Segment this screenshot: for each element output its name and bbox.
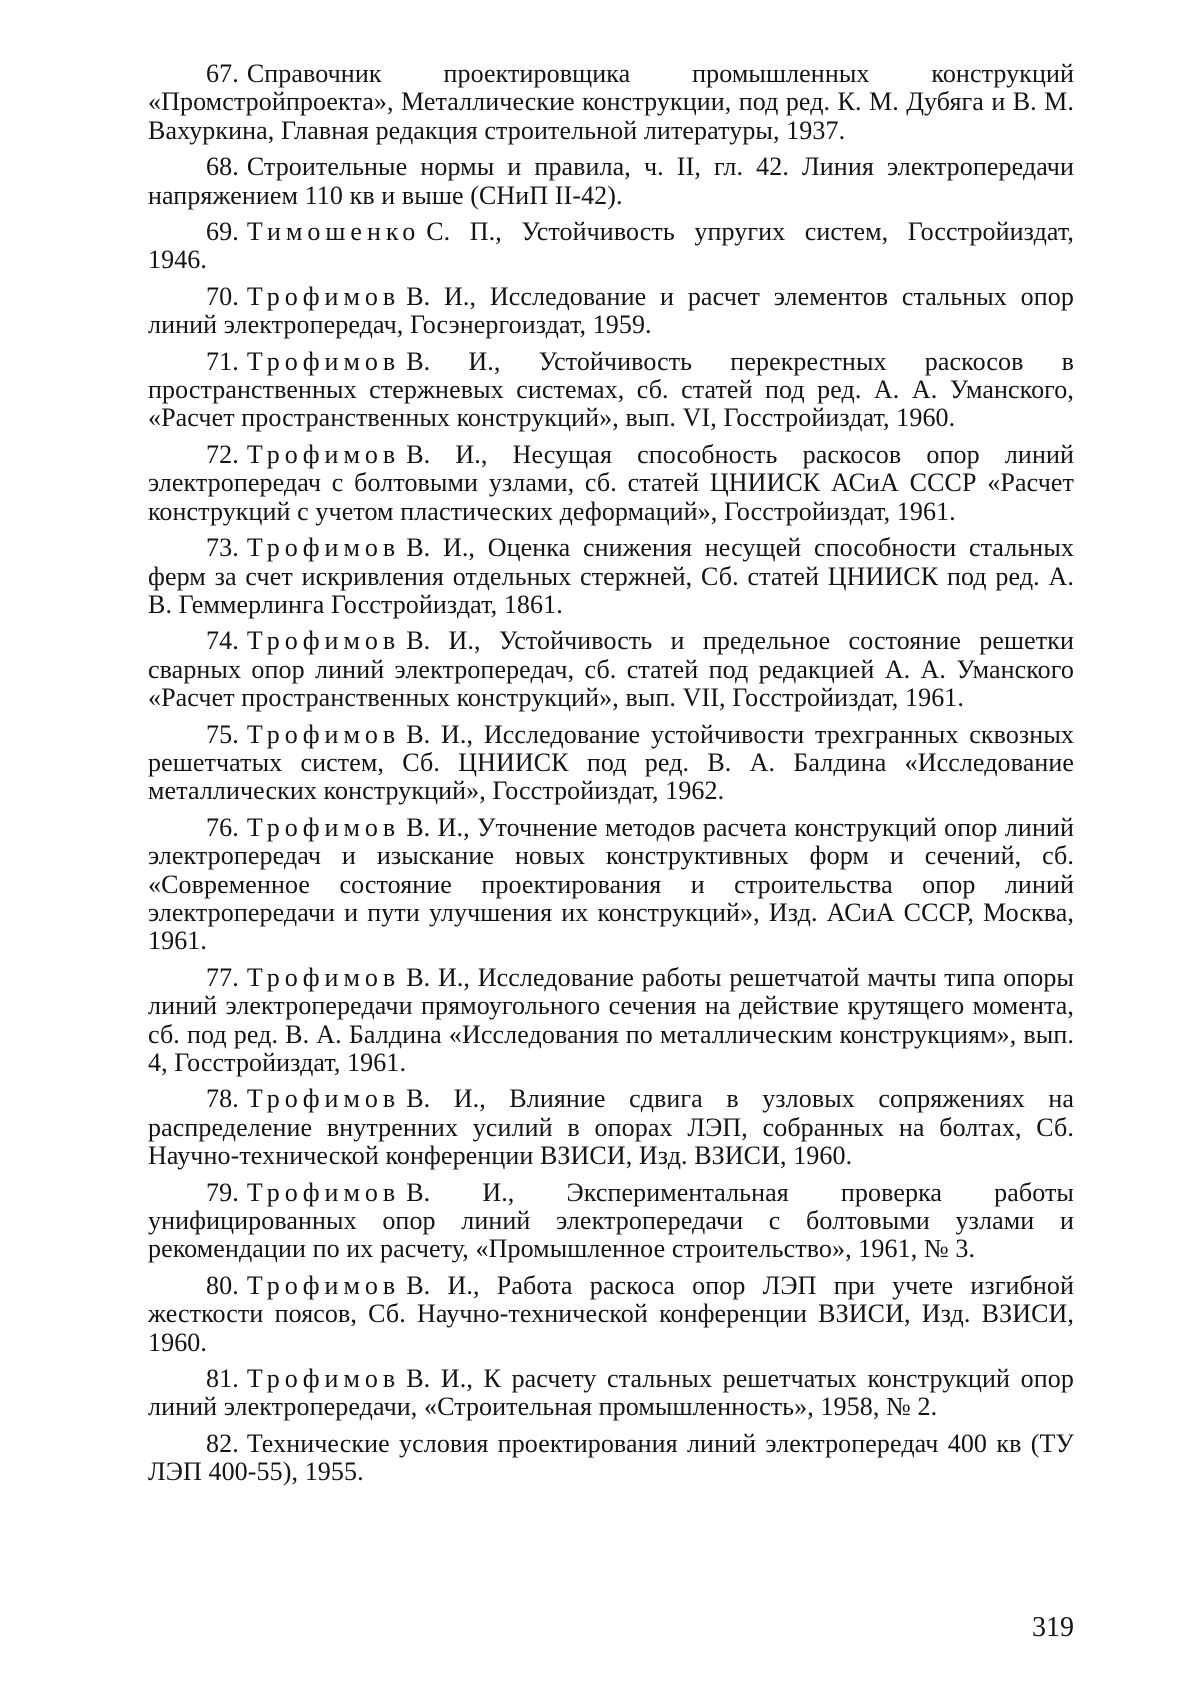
reference-text: Строительные нормы и правила, ч. II, гл. 42. Линия электропередачи напряжением 110 кв и выше (СНиП II-42).: [148, 152, 1074, 210]
reference-number: 74.: [206, 626, 239, 656]
reference-text: В. И., Устойчивость и предельное состояние решетки сварных опор линий электропередач, сб. статей под редакцией А. А. Уманского «Расчет пространственных конструкций», вып. VII, Госстройиздат, 1961.: [148, 626, 1074, 713]
reference-entry-80: [148, 1272, 1074, 1357]
reference-text: В. И., Исследование устойчивости трехгранных сквозных решетчатых систем, Сб. ЦНИИСК под ред. В. А. Балдина «Исследование металлических конструкций», Госстройиздат, 1962.: [148, 719, 1074, 806]
reference-author: Трофимов: [246, 1084, 401, 1114]
reference-number: 77.: [206, 962, 239, 992]
reference-entry-69: [148, 218, 1074, 275]
reference-entry-70: [148, 283, 1074, 340]
reference-text: В. И., Уточнение методов расчета конструкций опор линий электропередач и изыскание новых конструктивных форм и сечений, сб. «Современное состояние проектирования и строительства опор линий электропередачи и пути улучшения их конструкций», Изд. АСиА СССР, Москва, 1961.: [148, 812, 1074, 956]
reference-number: 78.: [206, 1084, 239, 1114]
reference-text: В. И., Несущая способность раскосов опор линий электропередач с болтовыми узлами, сб. статей ЦНИИСК АСиА СССР «Расчет конструкций с учетом пластических деформаций», Госстройиздат, 1961.: [148, 439, 1074, 526]
reference-number: 82.: [206, 1428, 239, 1458]
reference-text: С. П., Устойчивость упругих систем, Госстройиздат, 1946.: [148, 217, 1074, 275]
reference-author: Трофимов: [246, 281, 401, 311]
reference-number: 71.: [206, 346, 239, 376]
reference-number: 81.: [206, 1364, 239, 1394]
reference-text: В. И., Оценка снижения несущей способности стальных ферм за счет искривления отдельных стержней, Сб. статей ЦНИИСК под ред. А. В. Геммерлинга Госстройиздат, 1861.: [148, 533, 1074, 619]
reference-text: В. И., Влияние сдвига в узловых сопряжениях на распределение внутренних усилий в опорах ЛЭП, собранных на болтах, Сб. Научно-технической конференции ВЗИСИ, Изд. ВЗИСИ, 1960.: [148, 1084, 1074, 1171]
reference-author: Трофимов: [246, 719, 401, 749]
reference-entry-71: [148, 348, 1074, 433]
reference-number: 67.: [206, 59, 239, 88]
reference-number: 80.: [206, 1270, 239, 1300]
reference-text: В. И., Экспериментальная проверка работы унифицированных опор линий электропередачи с болтовыми узлами и рекомендации по их расчету, «Промышленное строительство», 1961, № 3.: [148, 1177, 1074, 1264]
reference-entry-74: [148, 627, 1074, 712]
reference-text: В. И., Исследование работы решетчатой мачты типа опоры линий электропередачи прямоугольного сечения на действие крутящего момента, сб. под ред. В. А. Балдина «Исследования по металлическим конструкциям», вып. 4, Госстройиздат, 1961.: [148, 962, 1074, 1077]
reference-text: Справочник проектировщика промышленных конструкций «Промстройпроекта», Металлические конструкции, под ред. К. М. Дубяга и В. М. Вахуркина, Главная редакция строительной литературы, 1937.: [148, 59, 1074, 145]
reference-entry-72: [148, 441, 1074, 526]
reference-number: 68.: [206, 152, 239, 182]
reference-author: Трофимов: [246, 962, 401, 992]
reference-author: Трофимов: [246, 439, 401, 469]
reference-author: Трофимов: [246, 1364, 401, 1394]
reference-entry-67: [148, 60, 1074, 145]
reference-entry-77: [148, 964, 1074, 1078]
reference-author: Тимошенко: [246, 217, 421, 247]
reference-author: Трофимов: [246, 812, 401, 842]
reference-author: Трофимов: [246, 1177, 401, 1207]
reference-entry-81: [148, 1365, 1074, 1422]
reference-text: В. И., Работа раскоса опор ЛЭП при учете изгибной жесткости поясов, Сб. Научно-технической конференции ВЗИСИ, Изд. ВЗИСИ, 1960.: [148, 1270, 1074, 1357]
reference-number: 69.: [206, 217, 239, 247]
reference-number: 75.: [206, 719, 239, 749]
reference-author: Трофимов: [246, 626, 401, 656]
reference-author: Трофимов: [246, 346, 401, 376]
reference-author: Трофимов: [246, 1270, 401, 1300]
page-number: 319: [1032, 1612, 1074, 1643]
reference-entry-76: [148, 814, 1074, 956]
reference-entry-73: [148, 534, 1074, 619]
reference-number: 73.: [206, 533, 239, 563]
reference-number: 79.: [206, 1177, 239, 1207]
reference-list: [148, 60, 1074, 1487]
reference-entry-82: [148, 1430, 1074, 1487]
reference-text: Технические условия проектирования линий электропередач 400 кв (ТУ ЛЭП 400-55), 1955.: [148, 1428, 1074, 1487]
reference-text: В. И., Устойчивость перекрестных раскосов в пространственных стержневых системах, сб. статей под ред. А. А. Уманского, «Расчет пространственных конструкций», вып. VI, Госстройиздат, 1960.: [148, 346, 1074, 433]
reference-entry-78: [148, 1085, 1074, 1170]
reference-number: 76.: [206, 812, 239, 842]
reference-number: 72.: [206, 439, 239, 469]
reference-entry-68: [148, 153, 1074, 210]
reference-text: В. И., Исследование и расчет элементов стальных опор линий электропередач, Госэнергоиздат, 1959.: [148, 281, 1074, 340]
reference-text: В. И., К расчету стальных решетчатых конструкций опор линий электропередачи, «Строительная промышленность», 1958, № 2.: [148, 1364, 1074, 1422]
reference-entry-75: [148, 721, 1074, 806]
reference-entry-79: [148, 1179, 1074, 1264]
reference-author: Трофимов: [246, 533, 401, 563]
reference-number: 70.: [206, 281, 239, 311]
